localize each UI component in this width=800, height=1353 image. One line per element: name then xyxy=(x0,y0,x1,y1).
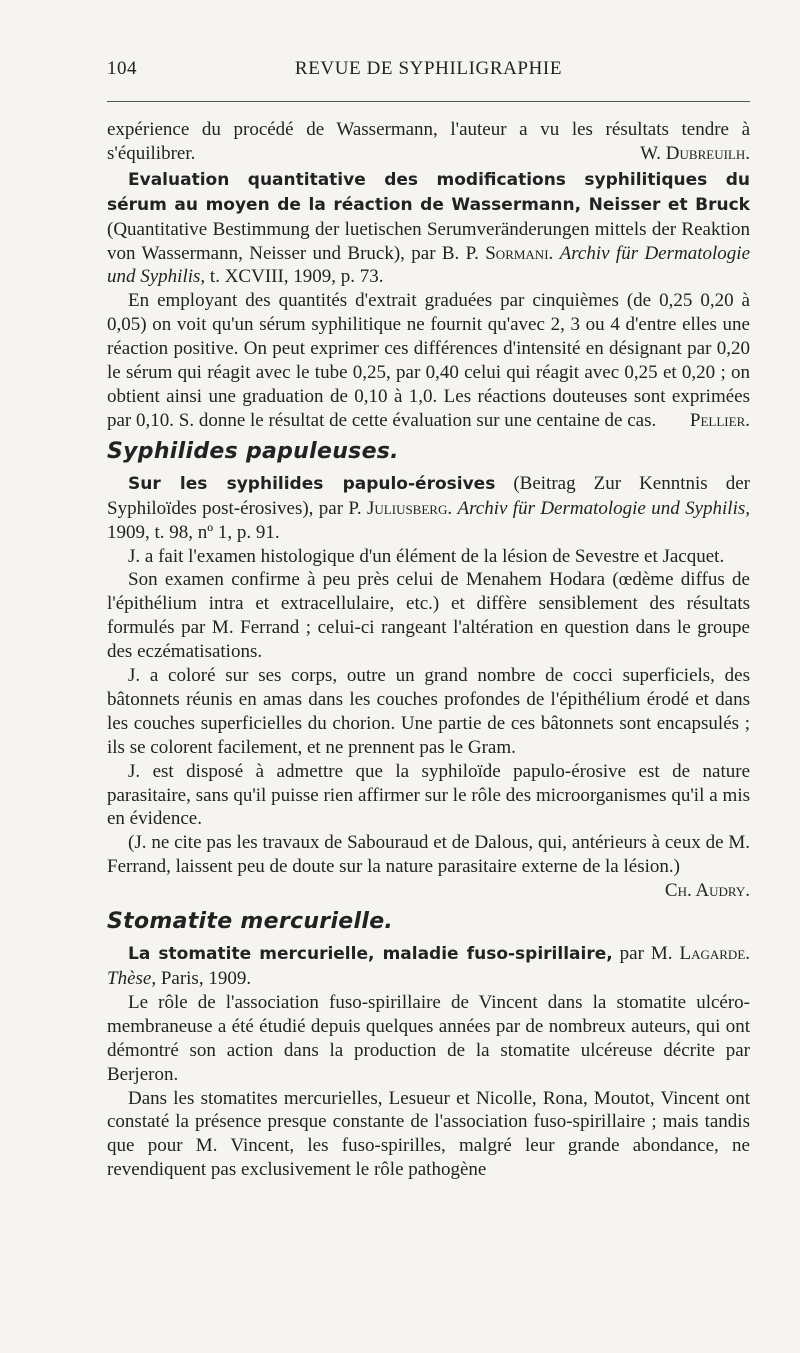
article-title: La stomatite mercurielle, maladie fuso-spirillaire, xyxy=(128,944,613,965)
paragraph: J. a coloré sur ses corps, outre un grand nombre de cocci superficiels, des bâtonnets réunis en amas dans les couches profondes de l'épithélium érodé et dans les couches superficielles du chorion. Une partie de ces bâtonnets sont encapsulés ; ils se colorent facilement, et ne prennent pas le Gram. xyxy=(107,665,750,758)
journal-ref: 1909, t. 98, nº 1, p. 91. xyxy=(107,521,280,543)
article-author: Juliusberg. xyxy=(367,497,453,519)
article-author: Lagarde. xyxy=(679,943,751,965)
journal-name: Archiv für Dermatologie und Syphilis, xyxy=(107,242,750,288)
article-title: Sur les syphilides papulo-érosives xyxy=(128,473,496,494)
paragraph: En employant des quantités d'extrait graduées par cinquièmes (de 0,25 0,20 à 0,05) on voit qu'un sérum syphilitique ne fournit qu'avec 2, 3 ou 4 d'entre elles une réaction positive. On peut exprimer ces différences d'intensité en désignant par 0,20 le sérum qui réagit avec le tube 0,25, par 0,40 celui qui réagit avec 0,25 et 0,20 ; on obtient ainsi une graduation de 0,10 à 1,0. Les réactions douteuses sont exprimées par 0,10. S. donne le résultat de cette évaluation sur une centaine de cas. xyxy=(107,290,750,431)
journal-name: Archiv für Dermatologie und Syphilis, xyxy=(457,497,751,519)
page-header xyxy=(107,58,750,88)
article-title: Evaluation quantitative des modifications syphilitiques du sérum au moyen de la réaction de Wassermann, Neisser et Bruck xyxy=(107,169,750,215)
article-wassermann-body xyxy=(107,289,750,432)
article-author: Sormani. xyxy=(485,242,554,264)
paragraph: Le rôle de l'association fuso-spirillaire de Vincent dans la stomatite ulcéro-membraneuse a été étudié depuis quelques années par de nombreux auteurs, qui ont démontré son action dans la production de la stomatite ulcéreuse décrite par Berjeron. xyxy=(107,991,750,1085)
header-rule xyxy=(107,101,750,102)
thesis-label: Thèse, xyxy=(107,968,157,989)
paragraph: J. a fait l'examen histologique d'un élément de la lésion de Sevestre et Jacquet. xyxy=(128,545,725,567)
article-syphilides-note xyxy=(107,831,750,903)
article-subtitle: par M. xyxy=(619,943,673,965)
intro-signature: W. Dubreuilh. xyxy=(640,142,750,164)
article-syphilides-heading xyxy=(107,472,750,545)
intro-paragraph xyxy=(107,118,750,166)
article-signature: Ch. Audry. xyxy=(664,880,750,902)
article-stomatite-heading xyxy=(107,942,750,991)
paragraph: (J. ne cite pas les travaux de Sabouraud et de Dalous, qui, antérieurs à ceux de M. Ferrand, laissent peu de doute sur la nature parasitaire externe de la lésion.) xyxy=(107,832,750,878)
paragraph: Dans les stomatites mercurielles, Lesueur et Nicolle, Rona, Moutot, Vincent ont constaté la présence presque constante de l'association fuso-spirillaire ; mais tandis que pour M. Vincent, les fuso-spirilles, malgré leur grande abondance, ne revendiquent pas exclusivement le rôle pathogène xyxy=(107,1087,750,1181)
running-title: REVUE DE SYPHILIGRAPHIE xyxy=(294,58,563,79)
page-body xyxy=(107,118,750,1182)
intro-text: expérience du procédé de Wassermann, l'auteur a vu les résultats tendre à s'équilibrer. xyxy=(107,119,750,164)
section-heading-stomatite: Stomatite mercurielle. xyxy=(107,909,394,935)
paragraph: J. est disposé à admettre que la syphiloïde papulo-érosive est de nature parasitaire, sans qu'il puisse rien affirmer sur le rôle des microorganismes qu'il a mis en évidence. xyxy=(107,760,750,830)
article-subtitle: (Beitrag Zur Kenntnis der Syphiloïdes post-érosives), par P. xyxy=(107,472,750,519)
article-wassermann-heading xyxy=(107,168,750,290)
section-heading-syphilides: Syphilides papuleuses. xyxy=(107,438,399,464)
article-signature: Pellier. xyxy=(689,409,750,431)
paragraph: Son examen confirme à peu près celui de Menahem Hodara (œdème diffus de l'épithélium intra et extracellulaire, etc.) et diffère sensiblement des résultats formulés par M. Ferrand ; celui-ci rangeant l'altération en question dans le groupe des eczématisations. xyxy=(107,569,750,663)
page-number: 104 xyxy=(107,58,137,79)
journal-ref: t. XCVIII, 1909, p. 73. xyxy=(209,266,384,288)
article-subtitle: (Quantitative Bestimmung der luetischen Serumveränderungen mittels der Reaktion von Wassermann, Neisser und Bruck), par B. P. xyxy=(107,218,750,264)
thesis-ref: Paris, 1909. xyxy=(160,968,252,989)
